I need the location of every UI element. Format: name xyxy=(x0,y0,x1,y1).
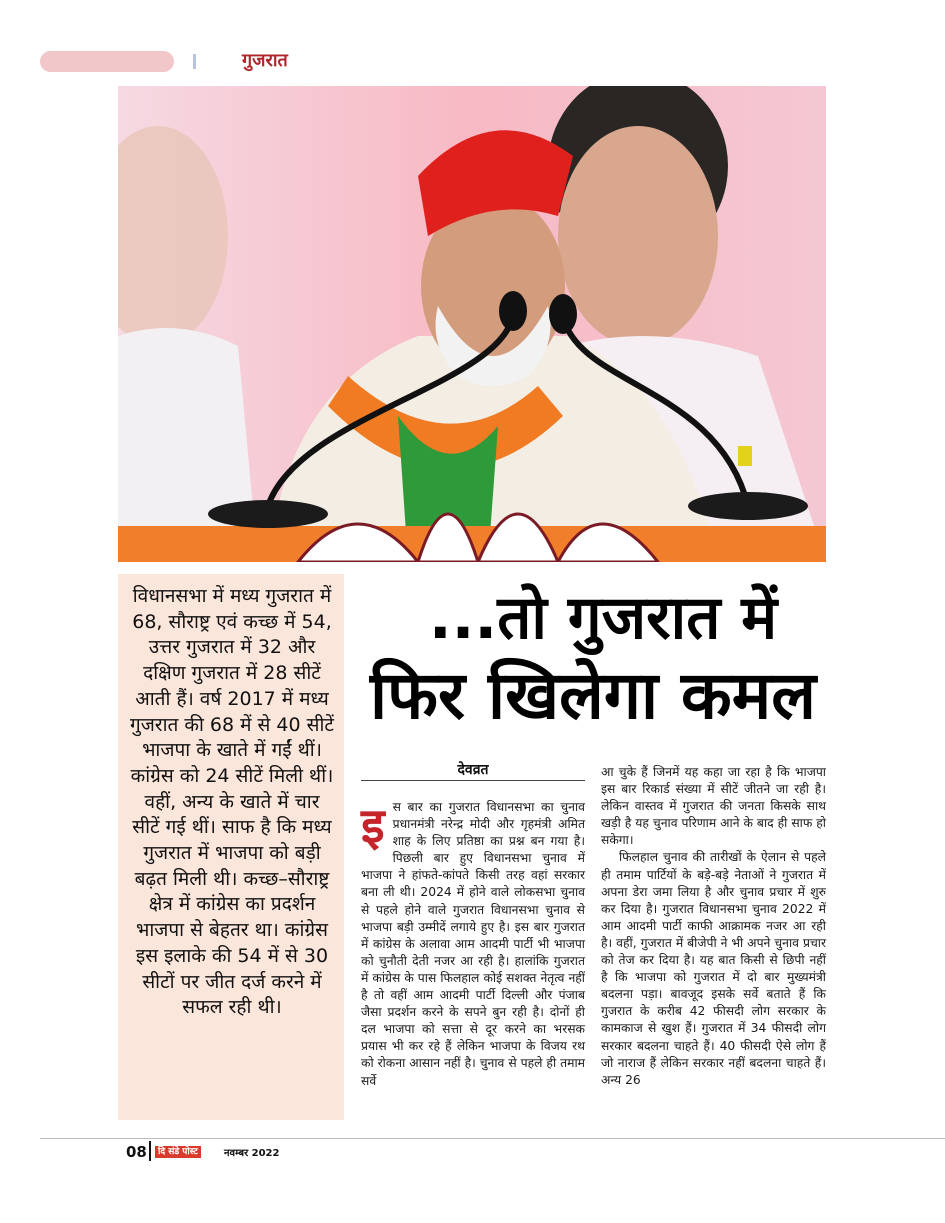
pullquote-box xyxy=(118,574,344,1120)
footer-rule xyxy=(40,1138,945,1139)
issue-date: नवम्बर 2022 xyxy=(224,1148,280,1159)
pullquote-text: विधानसभा में मध्य गुजरात में 68, सौराष्ट्र एवं कच्छ में 54, उत्तर गुजरात में 32 और दक्षिण गुजरात में 28 सीटें आती हैं। वर्ष 2017 में मध्य गुजरात की 68 में से 40 सीटें भाजपा के खाते में गईं थीं। कांग्रेस को 24 सीटें मिली थीं। वहीं, अन्य के खाते में चार सीटें गई थीं। साफ है कि मध्य गुजरात में भाजपा को बड़ी बढ़त मिली थी। कच्छ–सौराष्ट्र क्षेत्र में कांग्रेस का प्रदर्शन भाजपा से बेहतर था। कांग्रेस इस इलाके की 54 में से 30 सीटों पर जीत दर्ज करने में सफल रही थी। xyxy=(130,585,334,1019)
byline-rule xyxy=(361,780,585,781)
article-column-1 xyxy=(361,799,585,1090)
dropcap: इ xyxy=(361,798,385,854)
headline-line-1: ...तो गुजरात में xyxy=(428,583,778,653)
section-pill-decoration xyxy=(40,51,174,72)
section-title: गुजरात xyxy=(242,50,288,71)
article-text-col2-p1: आ चुके हैं जिनमें यह कहा जा रहा है कि भाजपा इस बार रिकार्ड संख्या में सीटें जीतने जा रही है। लेकिन वास्तव में गुजरात की जनता किसके साथ खड़ी है यह चुनाव परिणाम आने के बाद ही साफ हो सकेगा। xyxy=(601,765,826,848)
article-text-col1: स बार का गुजरात विधानसभा का चुनाव प्रधानमंत्री नरेन्द्र मोदी और गृहमंत्री अमित शाह के लिए प्रतिष्ठा का प्रश्न बन गया है। पिछली बार हुए विधानसभा चुनाव में भाजपा ने हांफते-कांपते किसी तरह वहां सरकार बना ली थी। 2024 में होने वाले लोकसभा चुनाव से पहले होने वाले गुजरात विधानसभा चुनाव से भाजपा बड़ी उम्मीदें लगाये हुए है। इस बार गुजरात में कांग्रेस के अलावा आम आदमी पार्टी भी भाजपा को चुनौती देती नजर आ रही है। हालांकि गुजरात में कांग्रेस के पास फिलहाल कोई सशक्त नेतृत्व नहीं है तो वहीं आम आदमी पार्टी दिल्ली और पंजाब जैसा प्रदर्शन करने के सपने बुन रही है। दोनों ही दल भाजपा को सत्ता से दूर करने का भरसक प्रयास भी कर रहे हैं लेकिन भाजपा के विजय रथ को रोकना आसान नहीं है। चुनाव से पहले ही तमाम सर्वे xyxy=(361,800,585,1088)
publication-logo: दि संडे पोस्ट xyxy=(155,1146,201,1158)
article-text-col2-p2: फिलहाल चुनाव की तारीखों के ऐलान से पहले ही तमाम पार्टियों के बड़े-बड़े नेताओं ने गुजरात में अपना डेरा जमा लिया है और चुनाव प्रचार में शुरु कर दिया है। गुजरात विधानसभा चुनाव 2022 में आम आदमी पार्टी काफी आक्रामक नजर आ रही है। वहीं, गुजरात में बीजेपी ने भी अपने चुनाव प्रचार को तेज कर दिया है। यह बात किसी से छिपी नहीं है कि भाजपा को गुजरात में दो बार मुख्यमंत्री बदलना पड़ा। बावजूद इसके सर्वे बताते हैं कि गुजरात के करीब 42 फीसदी लोग सरकार के कामकाज से खुश हैं। गुजरात में 34 फीसदी लोग सरकार बदलना चाहते हैं। 40 फीसदी ऐसे लोग हैं जो नाराज हैं लेकिन सरकार नहीं बदलना चाहते हैं। अन्य 26 xyxy=(601,850,826,1087)
lead-photo xyxy=(118,86,826,562)
headline-line-2: फिर खिलेगा कमल xyxy=(370,657,816,734)
headline xyxy=(360,582,826,738)
speaker-photo-illustration xyxy=(118,86,826,562)
page-number: 08 xyxy=(126,1143,147,1161)
byline: देवव्रत xyxy=(457,762,489,778)
section-divider xyxy=(193,54,196,69)
footer-divider xyxy=(149,1141,151,1161)
article-column-2 xyxy=(601,764,826,1089)
